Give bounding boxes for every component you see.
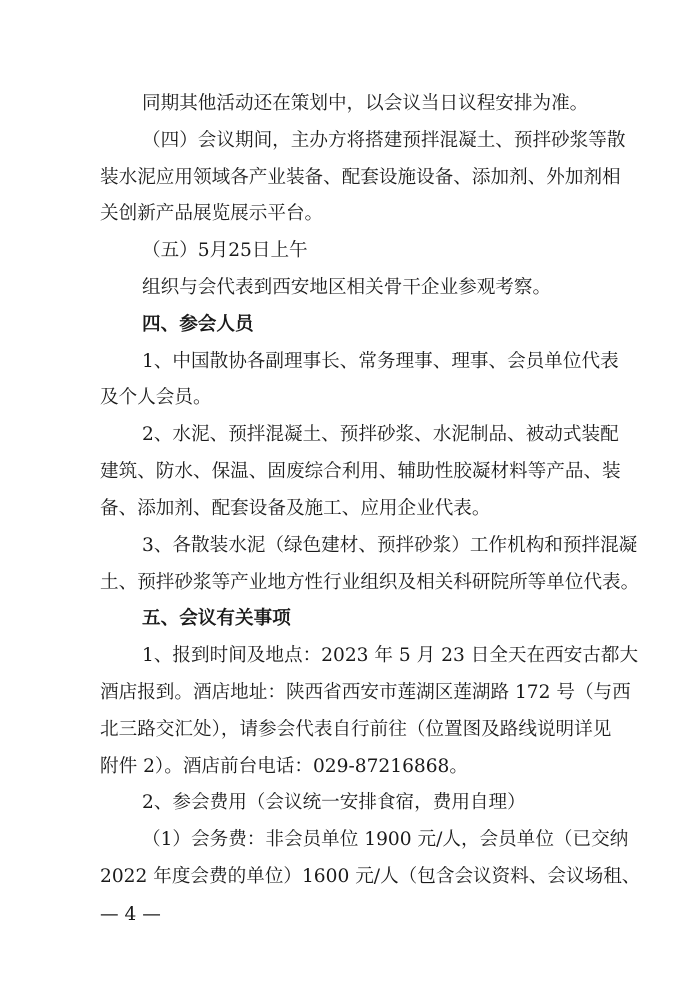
- text-line: 3、各散装水泥（绿色建材、预拌砂浆）工作机构和预拌混凝: [142, 535, 638, 556]
- text-line: 装水泥应用领域各产业装备、配套设施设备、添加剂、外加剂相: [100, 167, 621, 188]
- text-line: （五）5月25日上午: [142, 240, 308, 261]
- text-line: 组织与会代表到西安地区相关骨干企业参观考察。: [142, 277, 552, 298]
- text-line: 土、预拌砂浆等产业地方性行业组织及相关科研院所等单位代表。: [100, 572, 640, 593]
- text-line: 建筑、防水、保温、固废综合利用、辅助性胶凝材料等产品、装: [100, 461, 621, 482]
- text-line: 关创新产品展览展示平台。: [100, 203, 324, 224]
- section-heading: 四、参会人员: [142, 314, 254, 335]
- page-number: — 4 —: [100, 904, 161, 925]
- text-line: 2022 年度会费的单位）1600 元/人（包含会议资料、会议场租、: [100, 866, 641, 887]
- text-line: 1、中国散协各副理事长、常务理事、理事、会员单位代表: [142, 351, 619, 372]
- text-line: 及个人会员。: [100, 387, 212, 408]
- text-line: （四）会议期间，主办方将搭建预拌混凝土、预拌砂浆等散: [142, 130, 626, 151]
- text-line: 2、水泥、预拌混凝土、预拌砂浆、水泥制品、被动式装配: [142, 424, 619, 445]
- text-line: 备、添加剂、配套设备及施工、应用企业代表。: [100, 498, 491, 519]
- section-heading: 五、会议有关事项: [142, 608, 291, 629]
- text-line: 同期其他活动还在策划中，以会议当日议程安排为准。: [142, 93, 589, 114]
- text-line: 酒店报到。酒店地址：陕西省西安市莲湖区莲湖路 172 号（与西: [100, 682, 631, 703]
- text-line: 附件 2）。酒店前台电话：029-87216868。: [100, 756, 468, 777]
- text-line: 1、报到时间及地点：2023 年 5 月 23 日全天在西安古都大: [142, 645, 639, 666]
- text-line: 北三路交汇处），请参会代表自行前往（位置图及路线说明详见: [100, 719, 612, 740]
- text-line: 2、参会费用（会议统一安排食宿，费用自理）: [142, 792, 526, 813]
- text-line: （1）会务费：非会员单位 1900 元/人，会员单位（已交纳: [142, 829, 629, 850]
